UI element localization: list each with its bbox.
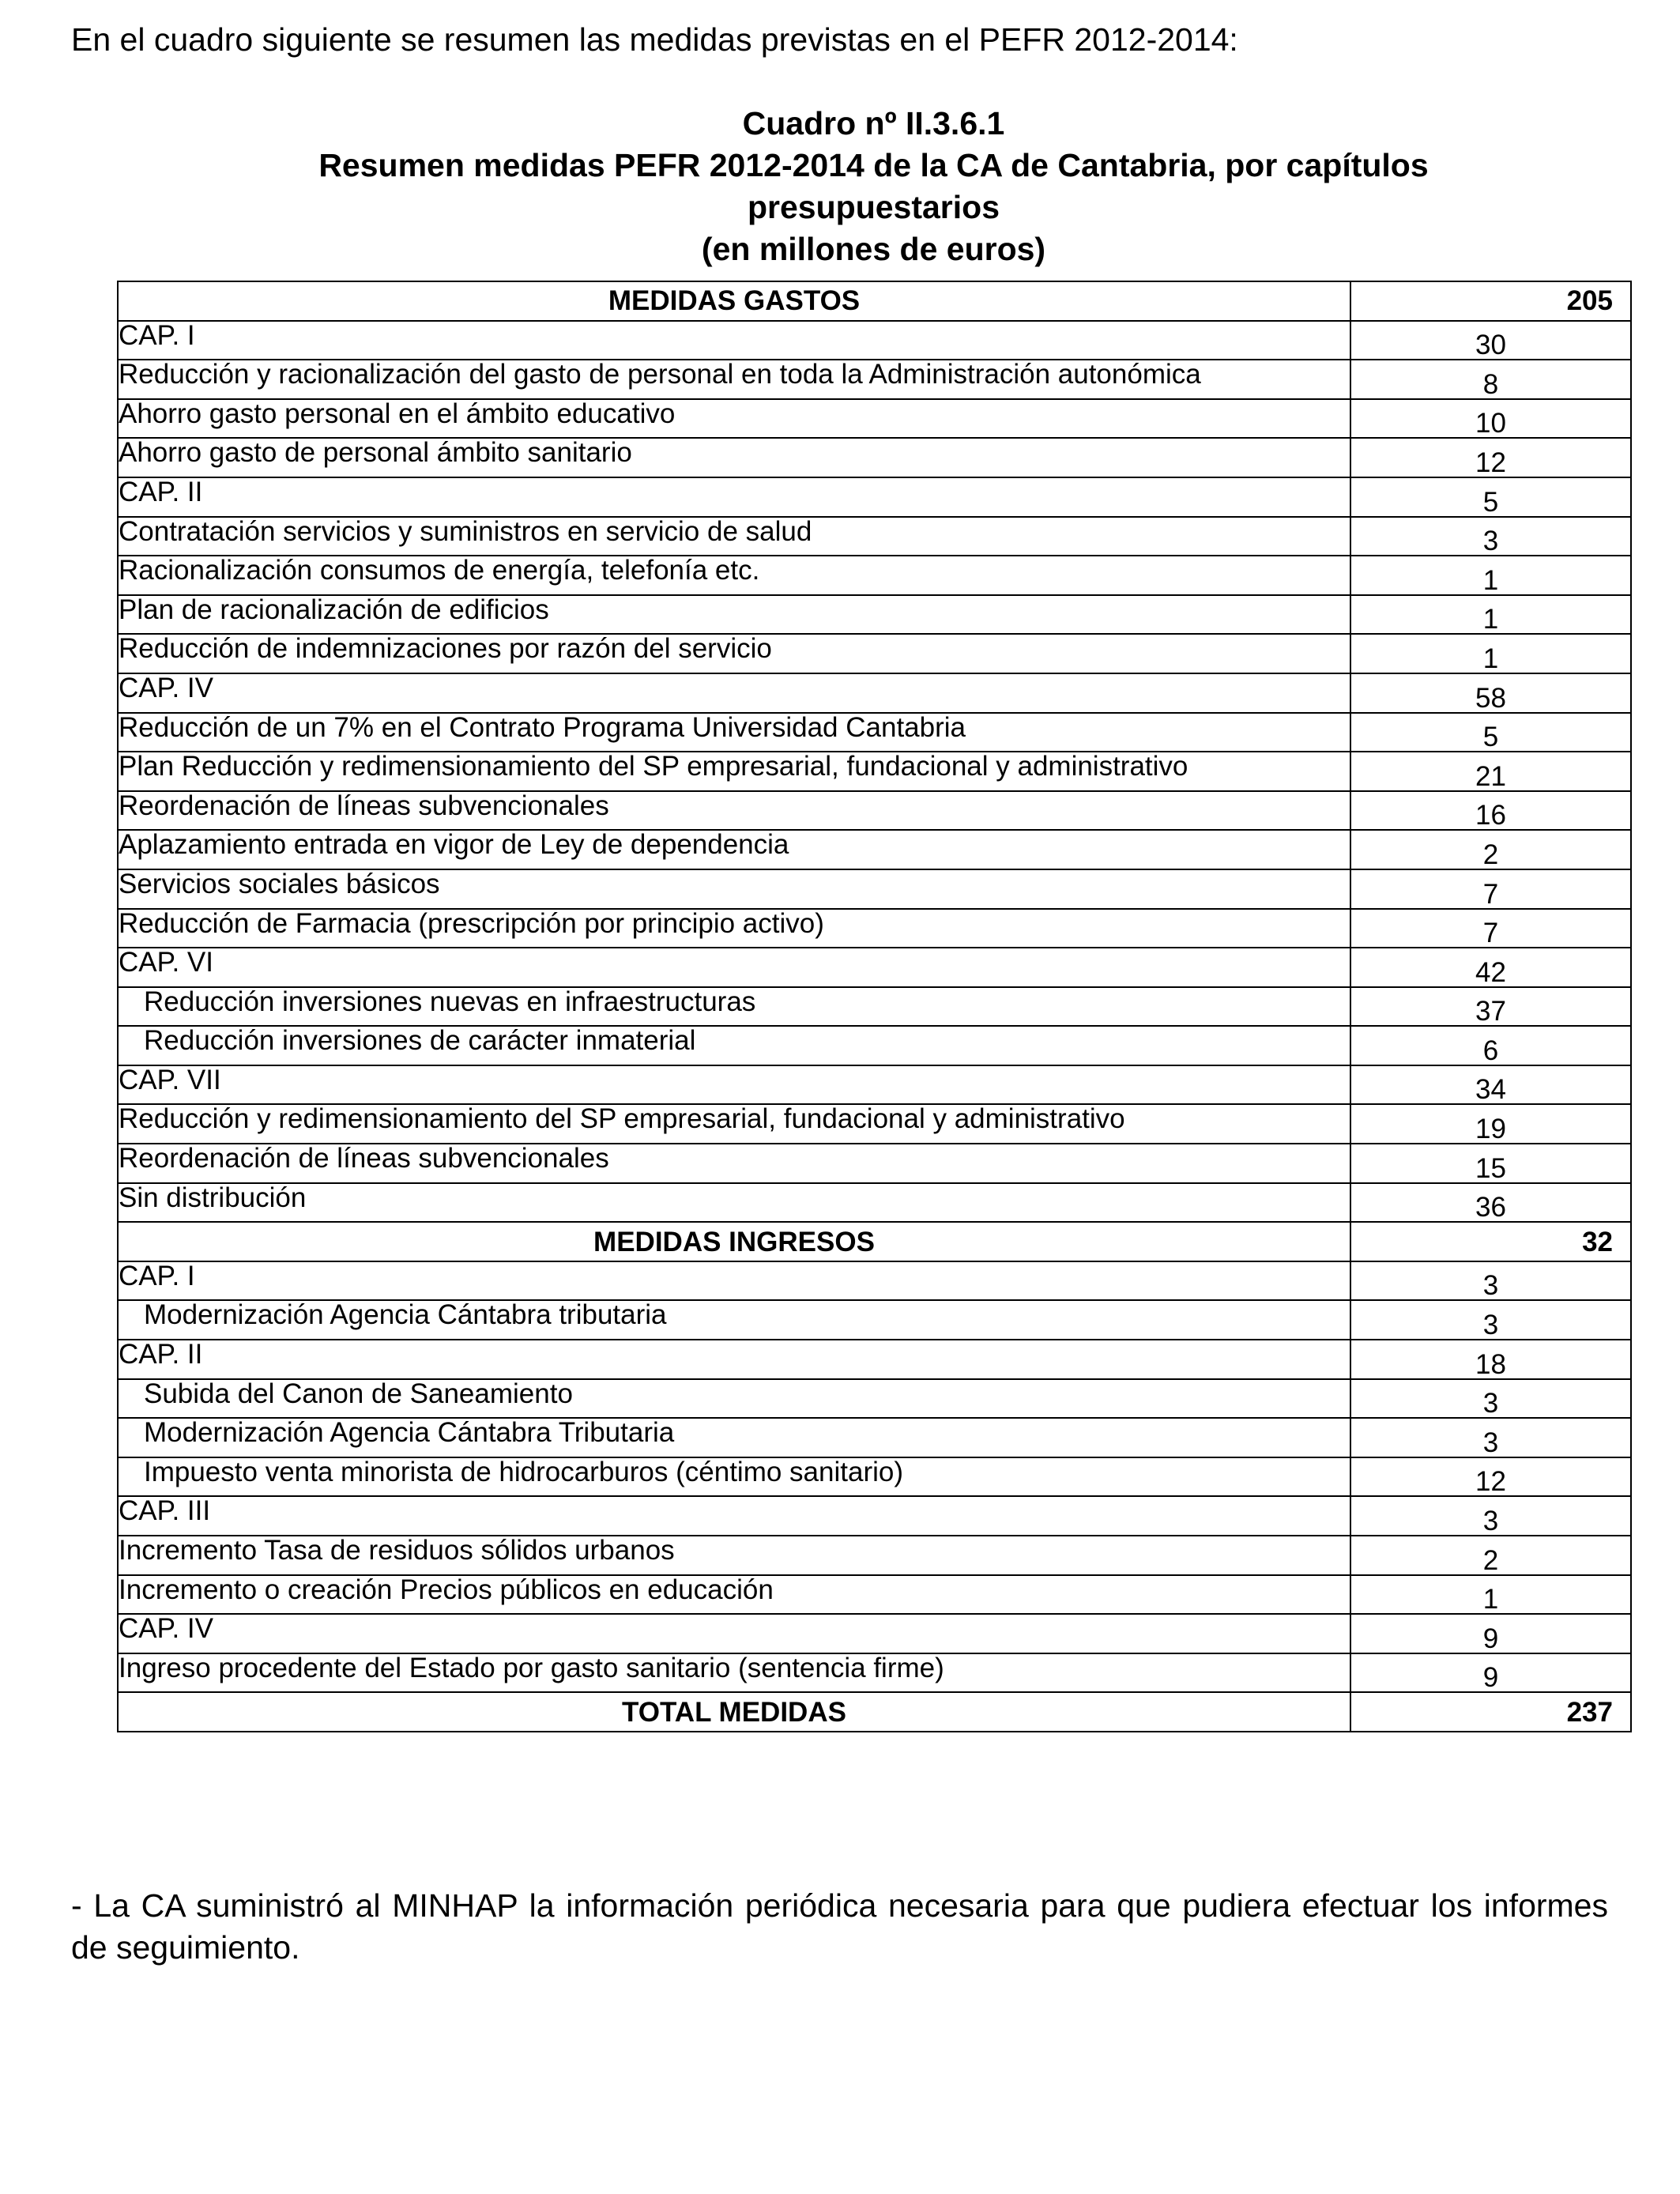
measure-amount: 1 bbox=[1350, 556, 1631, 595]
caption-title-continued: presupuestarios bbox=[748, 189, 1000, 225]
measure-description: Plan Reducción y redimensionamiento del SP empresarial, fundacional y administrativo bbox=[118, 752, 1350, 791]
measure-description: Reducción y redimensionamiento del SP empresarial, fundacional y administrativo bbox=[118, 1104, 1350, 1144]
measure-description: Impuesto venta minorista de hidrocarburos (céntimo sanitario) bbox=[118, 1457, 1350, 1497]
measure-amount: 8 bbox=[1350, 360, 1631, 399]
measure-amount: 5 bbox=[1350, 477, 1631, 517]
table-row bbox=[118, 321, 1631, 360]
measure-description: Incremento Tasa de residuos sólidos urbanos bbox=[118, 1536, 1350, 1575]
table-row bbox=[118, 1457, 1631, 1497]
table-row bbox=[118, 1183, 1631, 1223]
measures-table-body bbox=[118, 281, 1631, 1732]
section-label: TOTAL MEDIDAS bbox=[118, 1692, 1350, 1732]
table-row bbox=[118, 987, 1631, 1027]
table-row bbox=[118, 1300, 1631, 1340]
table-row bbox=[118, 948, 1631, 987]
measure-description: Aplazamiento entrada en vigor de Ley de dependencia bbox=[118, 830, 1350, 869]
table-row bbox=[118, 360, 1631, 399]
measure-amount: 1 bbox=[1350, 595, 1631, 635]
measure-description: CAP. IV bbox=[118, 673, 1350, 713]
caption-title: Resumen medidas PEFR 2012-2014 de la CA de Cantabria, por capítulos bbox=[318, 147, 1429, 183]
measure-amount: 9 bbox=[1350, 1653, 1631, 1693]
measure-description: Plan de racionalización de edificios bbox=[118, 595, 1350, 635]
measure-amount: 58 bbox=[1350, 673, 1631, 713]
table-row bbox=[118, 673, 1631, 713]
table-row bbox=[118, 556, 1631, 595]
measure-description: CAP. II bbox=[118, 1340, 1350, 1379]
table-row bbox=[118, 1340, 1631, 1379]
measure-amount: 3 bbox=[1350, 1261, 1631, 1301]
measure-description: Reducción de indemnizaciones por razón del servicio bbox=[118, 634, 1350, 673]
measure-description: Reducción de un 7% en el Contrato Programa Universidad Cantabria bbox=[118, 713, 1350, 752]
measure-amount: 6 bbox=[1350, 1026, 1631, 1065]
measure-amount: 12 bbox=[1350, 438, 1631, 477]
section-total: 205 bbox=[1350, 281, 1631, 321]
intro-paragraph: En el cuadro siguiente se resumen las medidas previstas en el PEFR 2012-2014: bbox=[71, 21, 1238, 58]
table-section-row bbox=[118, 281, 1631, 321]
measure-amount: 3 bbox=[1350, 1379, 1631, 1419]
caption-units: (en millones de euros) bbox=[701, 231, 1046, 267]
table-caption bbox=[117, 103, 1630, 270]
table-row bbox=[118, 1614, 1631, 1653]
measure-amount: 19 bbox=[1350, 1104, 1631, 1144]
measure-description: Ahorro gasto personal en el ámbito educativo bbox=[118, 399, 1350, 439]
table-row bbox=[118, 791, 1631, 831]
measure-amount: 42 bbox=[1350, 948, 1631, 987]
caption-number: Cuadro nº II.3.6.1 bbox=[742, 105, 1005, 141]
measure-amount: 34 bbox=[1350, 1065, 1631, 1105]
measure-description: CAP. I bbox=[118, 321, 1350, 360]
measure-amount: 3 bbox=[1350, 1300, 1631, 1340]
table-row bbox=[118, 1496, 1631, 1536]
measure-description: CAP. III bbox=[118, 1496, 1350, 1536]
table-row bbox=[118, 634, 1631, 673]
table-row bbox=[118, 477, 1631, 517]
measure-description: Racionalización consumos de energía, telefonía etc. bbox=[118, 556, 1350, 595]
table-row bbox=[118, 1261, 1631, 1301]
measures-table bbox=[117, 281, 1632, 1732]
measure-amount: 37 bbox=[1350, 987, 1631, 1027]
table-row bbox=[118, 1536, 1631, 1575]
table-row bbox=[118, 752, 1631, 791]
measure-description: Subida del Canon de Saneamiento bbox=[118, 1379, 1350, 1419]
measure-description: Reducción inversiones nuevas en infraestructuras bbox=[118, 987, 1350, 1027]
measure-amount: 18 bbox=[1350, 1340, 1631, 1379]
measure-amount: 15 bbox=[1350, 1144, 1631, 1183]
section-label: MEDIDAS INGRESOS bbox=[118, 1222, 1350, 1261]
measure-amount: 3 bbox=[1350, 1496, 1631, 1536]
measure-description: Incremento o creación Precios públicos en educación bbox=[118, 1575, 1350, 1615]
measure-description: Ahorro gasto de personal ámbito sanitario bbox=[118, 438, 1350, 477]
measure-description: CAP. I bbox=[118, 1261, 1350, 1301]
table-row bbox=[118, 1104, 1631, 1144]
measure-amount: 7 bbox=[1350, 869, 1631, 909]
table-row bbox=[118, 595, 1631, 635]
table-section-row bbox=[118, 1222, 1631, 1261]
measure-amount: 3 bbox=[1350, 517, 1631, 556]
measure-amount: 2 bbox=[1350, 830, 1631, 869]
note-paragraph: - La CA suministró al MINHAP la información periódica necesaria para que pudiera efectuar los informes de seguimiento. bbox=[71, 1887, 1608, 1966]
measure-description: Reordenación de líneas subvencionales bbox=[118, 1144, 1350, 1183]
section-total: 237 bbox=[1350, 1692, 1631, 1732]
measure-description: Modernización Agencia Cántabra tributaria bbox=[118, 1300, 1350, 1340]
measure-amount: 16 bbox=[1350, 791, 1631, 831]
measure-description: CAP. VII bbox=[118, 1065, 1350, 1105]
table-row bbox=[118, 438, 1631, 477]
measure-amount: 9 bbox=[1350, 1614, 1631, 1653]
measure-amount: 10 bbox=[1350, 399, 1631, 439]
table-row bbox=[118, 1575, 1631, 1615]
table-row bbox=[118, 909, 1631, 948]
table-row bbox=[118, 1026, 1631, 1065]
measure-description: Reducción de Farmacia (prescripción por principio activo) bbox=[118, 909, 1350, 948]
table-row bbox=[118, 399, 1631, 439]
table-row bbox=[118, 1379, 1631, 1419]
table-section-row bbox=[118, 1692, 1631, 1732]
measure-description: Sin distribución bbox=[118, 1183, 1350, 1223]
table-row bbox=[118, 869, 1631, 909]
measure-description: Modernización Agencia Cántabra Tributaria bbox=[118, 1418, 1350, 1457]
measure-amount: 5 bbox=[1350, 713, 1631, 752]
measure-amount: 7 bbox=[1350, 909, 1631, 948]
measure-amount: 30 bbox=[1350, 321, 1631, 360]
measure-amount: 1 bbox=[1350, 1575, 1631, 1615]
measure-description: Reordenación de líneas subvencionales bbox=[118, 791, 1350, 831]
measure-description: CAP. II bbox=[118, 477, 1350, 517]
measure-description: Contratación servicios y suministros en servicio de salud bbox=[118, 517, 1350, 556]
measure-amount: 36 bbox=[1350, 1183, 1631, 1223]
section-label: MEDIDAS GASTOS bbox=[118, 281, 1350, 321]
section-total: 32 bbox=[1350, 1222, 1631, 1261]
table-row bbox=[118, 1418, 1631, 1457]
table-row bbox=[118, 830, 1631, 869]
measure-amount: 12 bbox=[1350, 1457, 1631, 1497]
table-row bbox=[118, 517, 1631, 556]
measure-amount: 21 bbox=[1350, 752, 1631, 791]
measure-description: Reducción y racionalización del gasto de personal en toda la Administración autonómica bbox=[118, 360, 1350, 399]
table-row bbox=[118, 1065, 1631, 1105]
measure-description: Ingreso procedente del Estado por gasto sanitario (sentencia firme) bbox=[118, 1653, 1350, 1693]
measure-amount: 3 bbox=[1350, 1418, 1631, 1457]
table-row bbox=[118, 1144, 1631, 1183]
measure-description: Reducción inversiones de carácter inmaterial bbox=[118, 1026, 1350, 1065]
measure-amount: 1 bbox=[1350, 634, 1631, 673]
table-row bbox=[118, 713, 1631, 752]
table-row bbox=[118, 1653, 1631, 1693]
measure-description: CAP. IV bbox=[118, 1614, 1350, 1653]
measure-description: CAP. VI bbox=[118, 948, 1350, 987]
measure-description: Servicios sociales básicos bbox=[118, 869, 1350, 909]
measure-amount: 2 bbox=[1350, 1536, 1631, 1575]
